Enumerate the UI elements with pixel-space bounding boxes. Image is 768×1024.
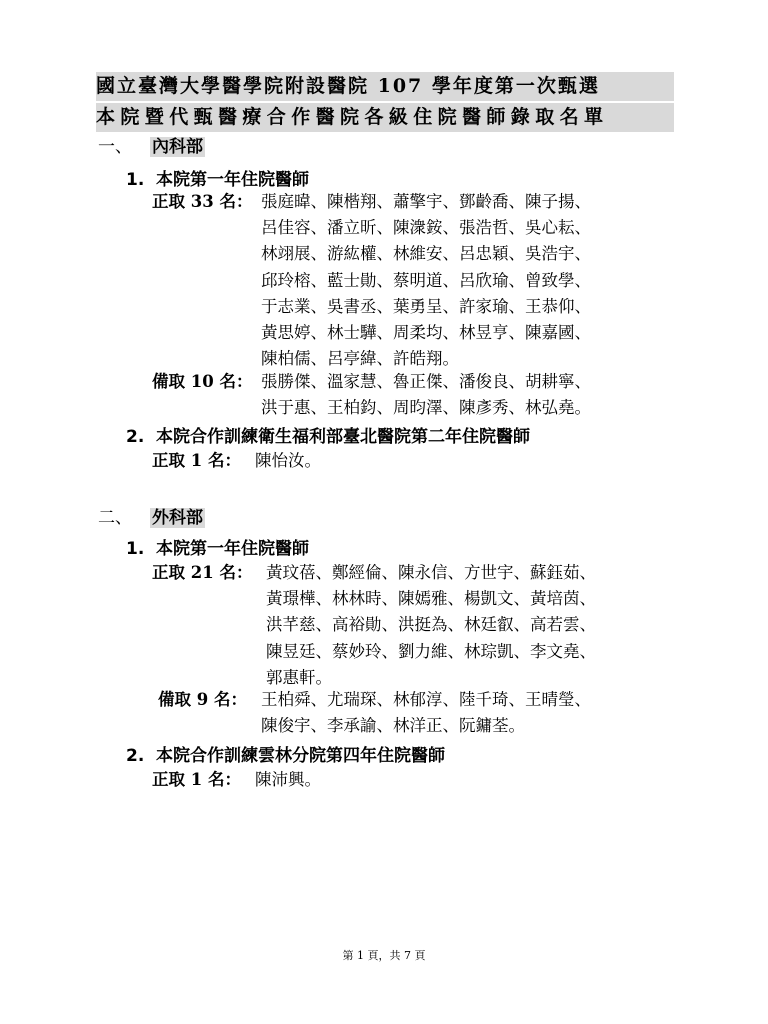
subsection-number: 1. (126, 170, 145, 190)
subsection-heading (126, 537, 309, 561)
subsection-title: 本院合作訓練雲林分院第四年住院醫師 (156, 746, 445, 766)
section-label: 內科部 (152, 137, 203, 157)
name-list (261, 369, 591, 421)
name-list (261, 189, 591, 372)
name-list (255, 448, 321, 474)
name-line: 郭惠軒。 (266, 667, 332, 687)
name-list (255, 767, 321, 793)
name-line: 陳怡汝。 (255, 451, 321, 470)
section-internal-medicine (98, 135, 205, 159)
title-line-1: 國立臺灣大學醫學院附設醫院 107 學年度第一次甄選 (96, 72, 674, 101)
name-line: 張勝傑、溫家慧、魯正傑、潘俊良、胡耕寧、 (261, 372, 591, 391)
name-line: 呂佳容、潘立昕、陳潨銨、張浩哲、吳心耘、 (261, 218, 591, 238)
name-line: 黃思婷、林士驊、周柔均、林昱亨、陳嘉國、 (261, 322, 591, 342)
admission-label: 正取 1 名： (152, 770, 241, 789)
name-line: 張庭暐、陳楷翔、蕭擎宇、鄧齡喬、陳子揚、 (261, 192, 591, 211)
name-line: 陳昱廷、蔡妙玲、劉力維、林琮凱、李文堯、 (266, 641, 596, 661)
subsection-title: 本院第一年住院醫師 (156, 539, 309, 559)
waitlist-label: 備取 10 名： (152, 372, 253, 391)
name-line: 陳俊宇、李承諭、林洋正、阮鏞荃。 (261, 716, 525, 736)
name-line: 邱玲榕、藍士勛、蔡明道、呂欣瑜、曾致學、 (261, 270, 591, 290)
name-line: 黃璟樺、林林時、陳嫣雅、楊凱文、黃培茵、 (266, 589, 596, 609)
subsection-heading (126, 744, 445, 768)
name-line: 洪芊慈、高裕勛、洪挺為、林廷叡、高若雲、 (266, 615, 596, 635)
name-line: 陳沛興。 (255, 770, 321, 789)
name-list (261, 687, 591, 739)
name-line: 陳柏儒、呂亭緯、許皓翔。 (261, 349, 459, 369)
admission-label: 正取 1 名： (152, 451, 241, 470)
subsection-title: 本院合作訓練衛生福利部臺北醫院第二年住院醫師 (156, 427, 530, 447)
title-line-2: 本院暨代甄醫療合作醫院各級住院醫師錄取名單 (96, 103, 674, 132)
section-surgery (98, 506, 205, 530)
waitlist-label: 備取 9 名： (158, 690, 247, 709)
subsection-number: 1. (126, 539, 145, 559)
section-number: 一、 (98, 137, 132, 157)
name-line: 林翊展、游紘權、林維安、呂忠穎、吳浩宇、 (261, 244, 591, 264)
subsection-heading (126, 425, 530, 449)
subsection-title: 本院第一年住院醫師 (156, 170, 309, 190)
admission-label: 正取 33 名： (152, 192, 253, 211)
section-label: 外科部 (152, 508, 203, 528)
page-footer: 第 1 頁，共 7 頁 (342, 949, 426, 962)
subsection-number: 2. (126, 427, 145, 447)
section-number: 二、 (98, 508, 132, 528)
name-list (266, 560, 596, 691)
name-line: 洪于惠、王柏鈞、周昀澤、陳彥秀、林弘堯。 (261, 398, 591, 418)
subsection-number: 2. (126, 746, 145, 766)
admission-label: 正取 21 名： (152, 563, 253, 582)
name-line: 王柏舜、尤瑞琛、林郁淳、陸千琦、王晴瑩、 (261, 690, 591, 709)
name-line: 于志業、吳書丞、葉勇呈、許家瑜、王恭仰、 (261, 296, 591, 316)
name-line: 黃玟蓓、鄭經倫、陳永信、方世宇、蘇鈺茹、 (266, 563, 596, 582)
